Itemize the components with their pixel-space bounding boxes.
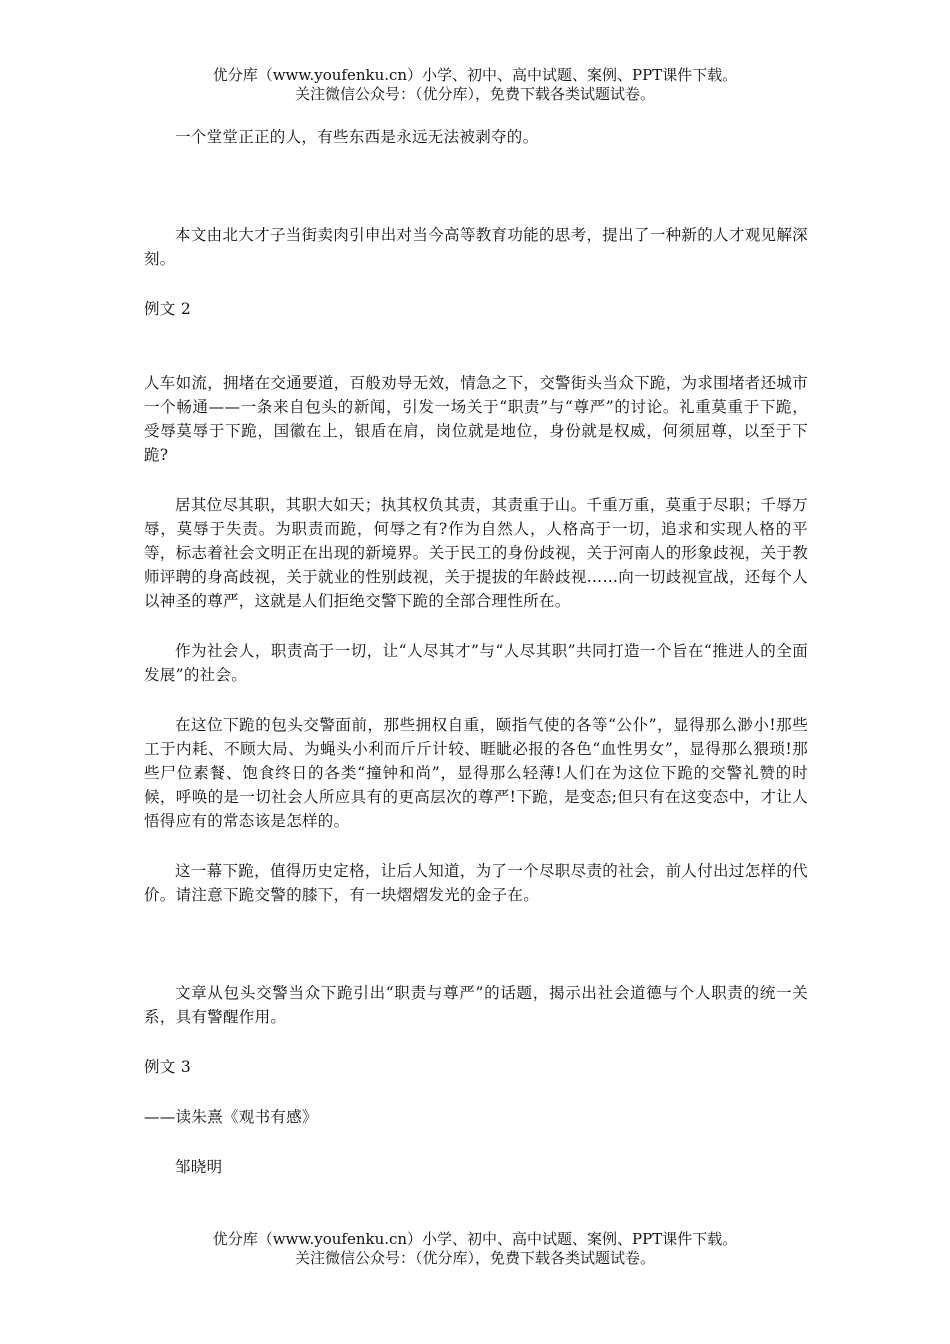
paragraph-example2-body-1: 居其位尽其职，其职大如天；执其权负其责，其责重于山。千重万重，莫重于尽职；千辱万辱，莫辱于失责。为职责而跪，何辱之有?作为自然人，人格高于一切，追求和实现人格的平等，标志着社会文明正在出现的新境界。关于民工的身份歧视，关于河南人的形象歧视，关于教师评聘的身高歧视，关于就业的性别歧视，关于提拔的年龄歧视……向一切歧视宣战，还每个人以神圣的尊严，这就是人们拒绝交警下跪的全部合理性所在。 [144,496,808,610]
example3-author: 邹晓明 [175,1158,223,1176]
page-header [0,66,950,104]
footer-line-1: 优分库（www.youfenku.cn）小学、初中、高中试题、案例、PPT课件下载。 [212,1230,738,1248]
paragraph-example2-conclusion: 这一幕下跪，值得历史定格，让后人知道，为了一个尽职尽责的社会，前人付出过怎样的代价。请注意下跪交警的膝下，有一块熠熠发光的金子在。 [144,862,808,904]
paragraph-commentary-1: 本文由北大才子当街卖肉引申出对当今高等教育功能的思考，提出了一种新的人才观见解深刻。 [144,226,808,268]
paragraph-example2-body-2: 作为社会人，职责高于一切，让“人尽其才”与“人尽其职”共同打造一个旨在“推进人的全面发展”的社会。 [144,642,808,684]
document-body [144,125,808,1179]
paragraph-example2-body-3: 在这位下跪的包头交警面前，那些拥权自重，颐指气使的各等“公仆”，显得那么渺小!那些工于内耗、不顾大局、为蝇头小利而斤斤计较、睚眦必报的各色“血性男女”，显得那么猥琐!那些尸位素餐、饱食终日的各类“撞钟和尚”，显得那么轻薄!人们在为这位下跪的交警礼赞的时候，呼唤的是一切社会人所应具有的更高层次的尊严!下跪，是变态;但只有在这变态中，才让人悟得应有的常态该是怎样的。 [144,716,808,830]
footer-line-2: 关注微信公众号：（优分库），免费下载各类试题试卷。 [294,1249,655,1267]
example3-subtitle: ——读朱熹《观书有感》 [144,1108,318,1126]
page-footer [0,1230,950,1268]
heading-example-3: 例文 3 [144,1058,191,1076]
paragraph-commentary-2: 文章从包头交警当众下跪引出“职责与尊严”的话题，揭示出社会道德与个人职责的统一关系，具有警醒作用。 [144,984,808,1026]
heading-example-2: 例文 2 [144,300,191,318]
paragraph-example2-intro: 人车如流，拥堵在交通要道，百般劝导无效，情急之下，交警街头当众下跪，为求围堵者还城市一个畅通——一条来自包头的新闻，引发一场关于“职责”与“尊严”的讨论。礼重莫重于下跪，受辱莫辱于下跪，国徽在上，银盾在肩，岗位就是地位，身份就是权威，何须屈尊，以至于下跪? [144,374,808,464]
header-line-2: 关注微信公众号：（优分库），免费下载各类试题试卷。 [294,85,655,103]
header-line-1: 优分库（www.youfenku.cn）小学、初中、高中试题、案例、PPT课件下载。 [212,66,738,84]
paragraph-closing-line: 一个堂堂正正的人，有些东西是永远无法被剥夺的。 [175,128,539,146]
